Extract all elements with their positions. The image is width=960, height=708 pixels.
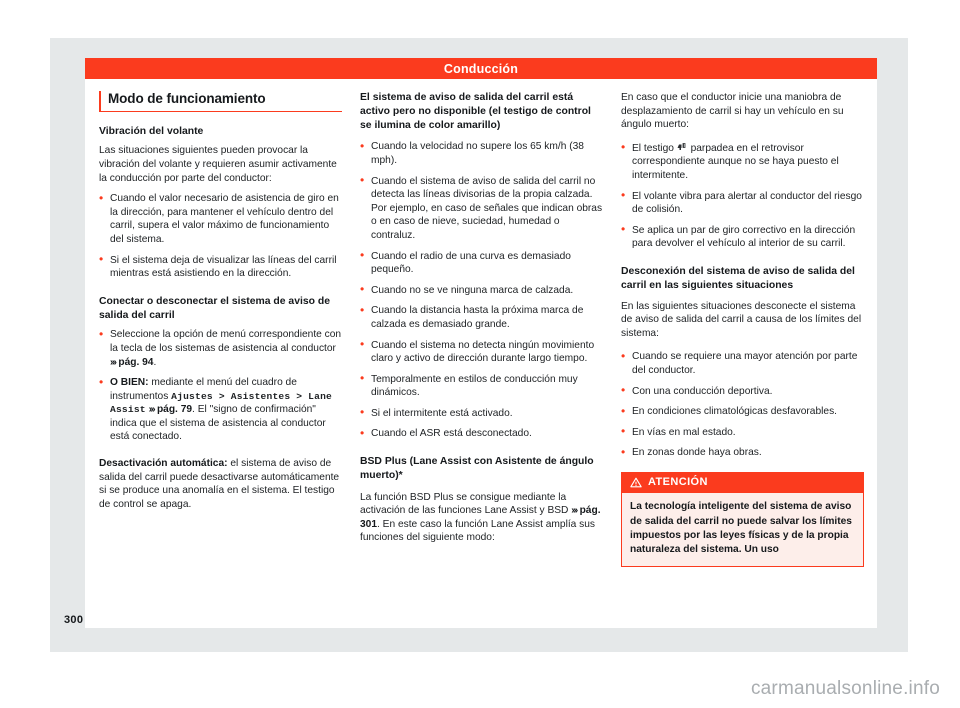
list-item: • Temporalmente en estilos de conducción muy dinámicos. bbox=[360, 373, 603, 400]
bullet-list-desconexion bbox=[621, 350, 864, 460]
site-watermark: carmanualsonline.info bbox=[750, 678, 940, 699]
column-middle bbox=[360, 91, 603, 567]
list-item: • Cuando se requiere una mayor atención por parte del conductor. bbox=[621, 350, 864, 377]
list-item: • Cuando el sistema no detecta ningún movimiento claro y activo de dirección durante largo tiempo. bbox=[360, 339, 603, 366]
warning-box-body: La tecnología inteligente del sistema de aviso de salida del carril no puede salvar los límites impuestos por las leyes físicas y de la propia naturaleza del sistema. Un uso bbox=[630, 501, 852, 556]
list-item: • Seleccione la opción de menú correspondiente con la tecla de los sistemas de asistencia al conductor ››› pág. 94. bbox=[99, 328, 342, 369]
warning-triangle-icon bbox=[630, 477, 642, 488]
list-item: • Si el sistema deja de visualizar las líneas del carril mientras está asistiendo en la dirección. bbox=[99, 254, 342, 281]
article-title: Modo de funcionamiento bbox=[108, 91, 266, 106]
warning-box-header bbox=[622, 473, 863, 494]
heading-sistema-activo-no-disponible: El sistema de aviso de salida del carril está activo pero no disponible (el testigo de control se ilumina de color amarillo) bbox=[360, 92, 591, 131]
paragraph-tail: . En este caso la función Lane Assist amplía sus funciones del siguiente modo: bbox=[360, 518, 596, 544]
warning-box-title: ATENCIÓN bbox=[648, 475, 708, 488]
cross-reference-arrows-icon: ››› bbox=[110, 356, 116, 368]
paragraph-intro-desconexion: En las siguientes situaciones desconecte el sistema de aviso de salida del carril a causa de los límites del sistema: bbox=[621, 300, 862, 339]
warning-box bbox=[621, 472, 864, 567]
menu-path: Ajustes > Asistentes > Lane Assist bbox=[110, 390, 333, 416]
bullet-list-conectar bbox=[99, 328, 342, 444]
cross-reference-link[interactable]: pág. 79 bbox=[156, 404, 193, 416]
list-item: • Cuando la velocidad no supere los 65 km/h (38 mph). bbox=[360, 140, 603, 167]
bullet-list-bsd-plus-funciones bbox=[621, 142, 864, 251]
list-item-text-pre: El testigo bbox=[632, 142, 674, 154]
paragraph-lead: Desactivación automática: bbox=[99, 458, 228, 470]
list-item bbox=[99, 376, 342, 444]
article-title-block bbox=[99, 91, 342, 112]
list-item: • Cuando la distancia hasta la próxima marca de calzada es demasiado grande. bbox=[360, 304, 603, 331]
list-item-text: Seleccione la opción de menú correspondiente con la tecla de los sistemas de asistencia al conductor bbox=[110, 329, 342, 354]
list-item: • Cuando el radio de una curva es demasiado pequeño. bbox=[360, 250, 603, 277]
cross-reference-arrows-icon: ››› bbox=[148, 404, 155, 416]
paragraph-intro-vibracion: Las situaciones siguientes pueden provocar la vibración del volante y requieren asumir activamente la conducción por parte del conductor: bbox=[99, 145, 337, 184]
cross-reference-arrows-icon: ››› bbox=[571, 505, 577, 517]
list-item-text-post: parpadea en el retrovisor correspondiente aunque no se haya puesto el intermitente. bbox=[632, 142, 839, 181]
list-item: • Si el intermitente está activado. bbox=[360, 407, 603, 421]
section-header bbox=[85, 58, 877, 79]
list-item: • En vías en mal estado. bbox=[621, 426, 864, 440]
heading-bsd-plus: BSD Plus (Lane Assist con Asistente de ángulo muerto)* bbox=[360, 456, 594, 481]
list-item-lead: O BIEN: bbox=[110, 377, 149, 389]
heading-vibracion-del-volante: Vibración del volante bbox=[99, 125, 204, 137]
section-header-title: Conducción bbox=[443, 61, 519, 76]
page-sheet bbox=[85, 58, 877, 628]
list-item: • Cuando no se ve ninguna marca de calzada. bbox=[360, 284, 603, 298]
list-item-tail: . El "signo de confirmación" indica que el sistema de asistencia al conductor está conectado. bbox=[110, 404, 326, 443]
list-item: • Cuando el valor necesario de asistencia de giro en la dirección, para mantener el vehículo dentro del carril, supera el valor máximo de funcionamiento del sistema. bbox=[99, 192, 342, 246]
list-item: • En condiciones climatológicas desfavorables. bbox=[621, 405, 864, 419]
page-number: 300 bbox=[64, 614, 84, 626]
list-item: • Se aplica un par de giro correctivo en la dirección para devolver el vehículo al interior de su carril. bbox=[621, 224, 864, 251]
list-item: • En zonas donde haya obras. bbox=[621, 446, 864, 460]
blind-spot-indicator-icon bbox=[677, 142, 688, 151]
column-right bbox=[621, 91, 864, 567]
paragraph-intro-maniobra: En caso que el conductor inicie una maniobra de desplazamiento de carril si hay un vehículo en su ángulo muerto: bbox=[621, 92, 844, 131]
list-item bbox=[621, 142, 864, 183]
column-left bbox=[99, 91, 342, 567]
heading-desconexion-sistema: Desconexión del sistema de aviso de salida del carril en las siguientes situaciones bbox=[621, 265, 855, 291]
bullet-list-vibracion bbox=[99, 192, 342, 281]
paragraph-desactivacion-automatica bbox=[99, 457, 342, 511]
cross-reference-link[interactable]: pág. 94 bbox=[118, 356, 154, 368]
list-item: • Cuando el ASR está desconectado. bbox=[360, 427, 603, 441]
bullet-list-condiciones bbox=[360, 140, 603, 441]
heading-conectar-desconectar: Conectar o desconectar el sistema de aviso de salida del carril bbox=[99, 295, 330, 321]
cross-reference-link[interactable]: pág. 301 bbox=[360, 505, 601, 530]
paragraph-text: La función BSD Plus se consigue mediante la activación de las funciones Lane Assist y BSD bbox=[360, 491, 569, 517]
paragraph-bsd-plus bbox=[360, 491, 603, 545]
list-item: • Cuando el sistema de aviso de salida del carril no detecta las líneas divisorias de la propia calzada. Por ejemplo, en caso de señales que indican obras o en caso de nieve, suciedad, humedad o contraluz. bbox=[360, 175, 603, 243]
list-item-text: mediante el menú del cuadro de instrumentos bbox=[110, 377, 297, 402]
paragraph-text: el sistema de aviso de salida del carril puede desactivarse automáticamente si se produce una anomalía en el sistema. El testigo de control se apaga. bbox=[99, 458, 340, 510]
manual-page-background bbox=[50, 38, 908, 652]
page-columns bbox=[99, 91, 865, 567]
list-item: • El volante vibra para alertar al conductor del riesgo de colisión. bbox=[621, 190, 864, 217]
list-item: • Con una conducción deportiva. bbox=[621, 385, 864, 399]
